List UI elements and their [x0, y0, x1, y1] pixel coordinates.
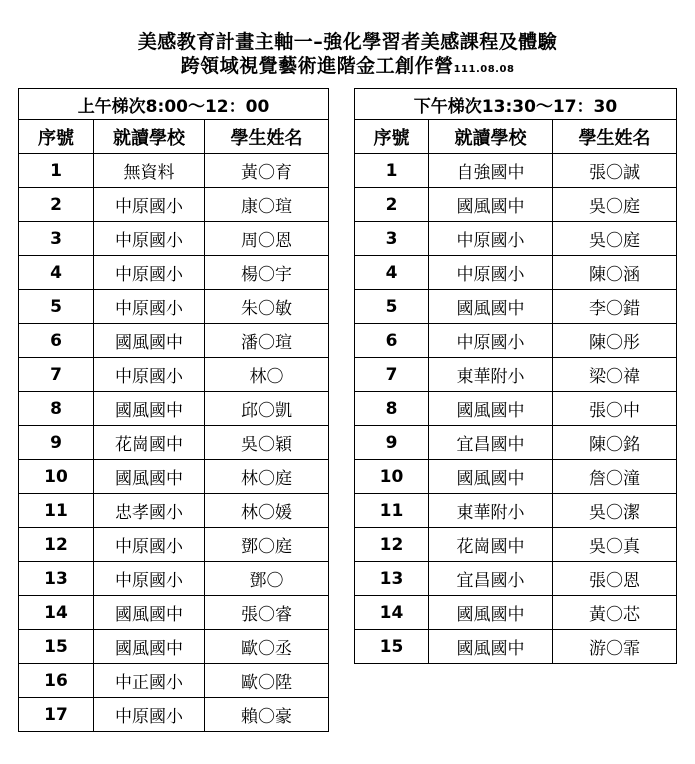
camp-name: 跨領域視覺藝術進階金工創作營 [180, 55, 454, 77]
school-cell: 中原國小 [429, 256, 553, 290]
seq-cell: 8 [355, 392, 429, 426]
student-cell: 陳〇涵 [553, 256, 677, 290]
afternoon-session-caption: 下午梯次13:30～17：30 [355, 89, 677, 120]
column-header-school: 就讀學校 [94, 120, 205, 154]
school-cell: 東華附小 [429, 358, 553, 392]
student-cell: 陳〇彤 [553, 324, 677, 358]
school-cell: 無資料 [94, 154, 205, 188]
school-cell: 宜昌國小 [429, 562, 553, 596]
student-cell: 吳〇潔 [553, 494, 677, 528]
school-cell: 國風國中 [94, 392, 205, 426]
seq-cell: 12 [355, 528, 429, 562]
seq-cell: 2 [19, 188, 94, 222]
table-row [19, 154, 329, 188]
student-cell: 朱〇敏 [205, 290, 329, 324]
school-cell: 中原國小 [429, 324, 553, 358]
table-row [19, 358, 329, 392]
column-header-seq: 序號 [19, 120, 94, 154]
table-row [19, 664, 329, 698]
morning-table-body [19, 154, 329, 732]
seq-cell: 10 [355, 460, 429, 494]
seq-cell: 15 [19, 630, 94, 664]
student-cell: 鄧〇 [205, 562, 329, 596]
table-row [19, 188, 329, 222]
student-cell: 張〇睿 [205, 596, 329, 630]
student-cell: 黃〇育 [205, 154, 329, 188]
school-cell: 國風國中 [429, 188, 553, 222]
seq-cell: 16 [19, 664, 94, 698]
school-cell: 花崗國中 [429, 528, 553, 562]
school-cell: 花崗國中 [94, 426, 205, 460]
seq-cell: 5 [355, 290, 429, 324]
title-line-sub [0, 54, 695, 82]
seq-cell: 6 [19, 324, 94, 358]
school-cell: 國風國中 [94, 596, 205, 630]
seq-cell: 17 [19, 698, 94, 732]
student-cell: 陳〇銘 [553, 426, 677, 460]
school-cell: 中正國小 [94, 664, 205, 698]
school-cell: 國風國中 [429, 392, 553, 426]
table-row [19, 392, 329, 426]
table-row [355, 596, 677, 630]
table-row [19, 630, 329, 664]
seq-cell: 3 [355, 222, 429, 256]
afternoon-session-table [354, 88, 677, 664]
school-cell: 國風國中 [94, 460, 205, 494]
school-cell: 中原國小 [94, 698, 205, 732]
seq-cell: 3 [19, 222, 94, 256]
table-row [19, 290, 329, 324]
seq-cell: 1 [355, 154, 429, 188]
table-row [355, 256, 677, 290]
table-row [355, 630, 677, 664]
school-cell: 國風國中 [429, 460, 553, 494]
afternoon-header-row [355, 120, 677, 154]
school-cell: 中原國小 [94, 222, 205, 256]
column-header-seq: 序號 [355, 120, 429, 154]
student-cell: 潘〇瑄 [205, 324, 329, 358]
seq-cell: 12 [19, 528, 94, 562]
school-cell: 國風國中 [429, 290, 553, 324]
seq-cell: 15 [355, 630, 429, 664]
title-line-main: 美感教育計畫主軸一–強化學習者美感課程及體驗 [137, 31, 558, 53]
table-row [355, 392, 677, 426]
table-row [355, 324, 677, 358]
seq-cell: 14 [19, 596, 94, 630]
school-cell: 國風國中 [429, 630, 553, 664]
student-cell: 張〇中 [553, 392, 677, 426]
student-cell: 詹〇潼 [553, 460, 677, 494]
student-cell: 林〇媛 [205, 494, 329, 528]
event-date: 111.08.08 [453, 64, 515, 75]
school-cell: 忠孝國小 [94, 494, 205, 528]
seq-cell: 11 [355, 494, 429, 528]
seq-cell: 13 [355, 562, 429, 596]
table-row [19, 426, 329, 460]
student-cell: 歐〇陞 [205, 664, 329, 698]
seq-cell: 5 [19, 290, 94, 324]
student-cell: 鄧〇庭 [205, 528, 329, 562]
table-row [19, 528, 329, 562]
seq-cell: 4 [355, 256, 429, 290]
school-cell: 中原國小 [94, 188, 205, 222]
table-row [19, 324, 329, 358]
school-cell: 宜昌國中 [429, 426, 553, 460]
table-row [355, 290, 677, 324]
afternoon-table-body [355, 154, 677, 664]
school-cell: 國風國中 [94, 324, 205, 358]
document-title [0, 30, 695, 82]
school-cell: 中原國小 [94, 528, 205, 562]
column-header-student: 學生姓名 [553, 120, 677, 154]
student-cell: 游〇霏 [553, 630, 677, 664]
morning-caption-row [19, 89, 329, 120]
seq-cell: 1 [19, 154, 94, 188]
table-row [355, 460, 677, 494]
table-row [19, 698, 329, 732]
table-row [355, 154, 677, 188]
student-cell: 周〇恩 [205, 222, 329, 256]
seq-cell: 14 [355, 596, 429, 630]
seq-cell: 11 [19, 494, 94, 528]
student-cell: 康〇瑄 [205, 188, 329, 222]
school-cell: 東華附小 [429, 494, 553, 528]
table-row [355, 426, 677, 460]
table-row [19, 222, 329, 256]
school-cell: 中原國小 [429, 222, 553, 256]
table-row [355, 494, 677, 528]
seq-cell: 10 [19, 460, 94, 494]
afternoon-caption-row [355, 89, 677, 120]
morning-session-table [18, 88, 329, 732]
table-row [355, 188, 677, 222]
table-row [19, 256, 329, 290]
morning-session-caption: 上午梯次8:00～12：00 [19, 89, 329, 120]
seq-cell: 13 [19, 562, 94, 596]
school-cell: 中原國小 [94, 358, 205, 392]
morning-header-row [19, 120, 329, 154]
school-cell: 自強國中 [429, 154, 553, 188]
table-row [355, 222, 677, 256]
school-cell: 國風國中 [94, 630, 205, 664]
seq-cell: 4 [19, 256, 94, 290]
student-cell: 張〇誠 [553, 154, 677, 188]
student-cell: 黃〇芯 [553, 596, 677, 630]
student-cell: 林〇庭 [205, 460, 329, 494]
school-cell: 中原國小 [94, 562, 205, 596]
student-cell: 林〇 [205, 358, 329, 392]
seq-cell: 7 [355, 358, 429, 392]
column-header-student: 學生姓名 [205, 120, 329, 154]
table-row [355, 358, 677, 392]
table-row [19, 596, 329, 630]
seq-cell: 8 [19, 392, 94, 426]
student-cell: 邱〇凱 [205, 392, 329, 426]
school-cell: 中原國小 [94, 256, 205, 290]
student-cell: 楊〇宇 [205, 256, 329, 290]
table-row [19, 562, 329, 596]
student-cell: 吳〇穎 [205, 426, 329, 460]
student-cell: 張〇恩 [553, 562, 677, 596]
table-row [355, 528, 677, 562]
table-row [355, 562, 677, 596]
student-cell: 梁〇禕 [553, 358, 677, 392]
student-cell: 李〇錯 [553, 290, 677, 324]
table-row [19, 460, 329, 494]
school-cell: 中原國小 [94, 290, 205, 324]
student-cell: 吳〇真 [553, 528, 677, 562]
student-cell: 吳〇庭 [553, 188, 677, 222]
student-cell: 賴〇豪 [205, 698, 329, 732]
student-cell: 歐〇丞 [205, 630, 329, 664]
student-cell: 吳〇庭 [553, 222, 677, 256]
school-cell: 國風國中 [429, 596, 553, 630]
seq-cell: 7 [19, 358, 94, 392]
column-header-school: 就讀學校 [429, 120, 553, 154]
table-row [19, 494, 329, 528]
seq-cell: 9 [355, 426, 429, 460]
seq-cell: 6 [355, 324, 429, 358]
seq-cell: 2 [355, 188, 429, 222]
seq-cell: 9 [19, 426, 94, 460]
